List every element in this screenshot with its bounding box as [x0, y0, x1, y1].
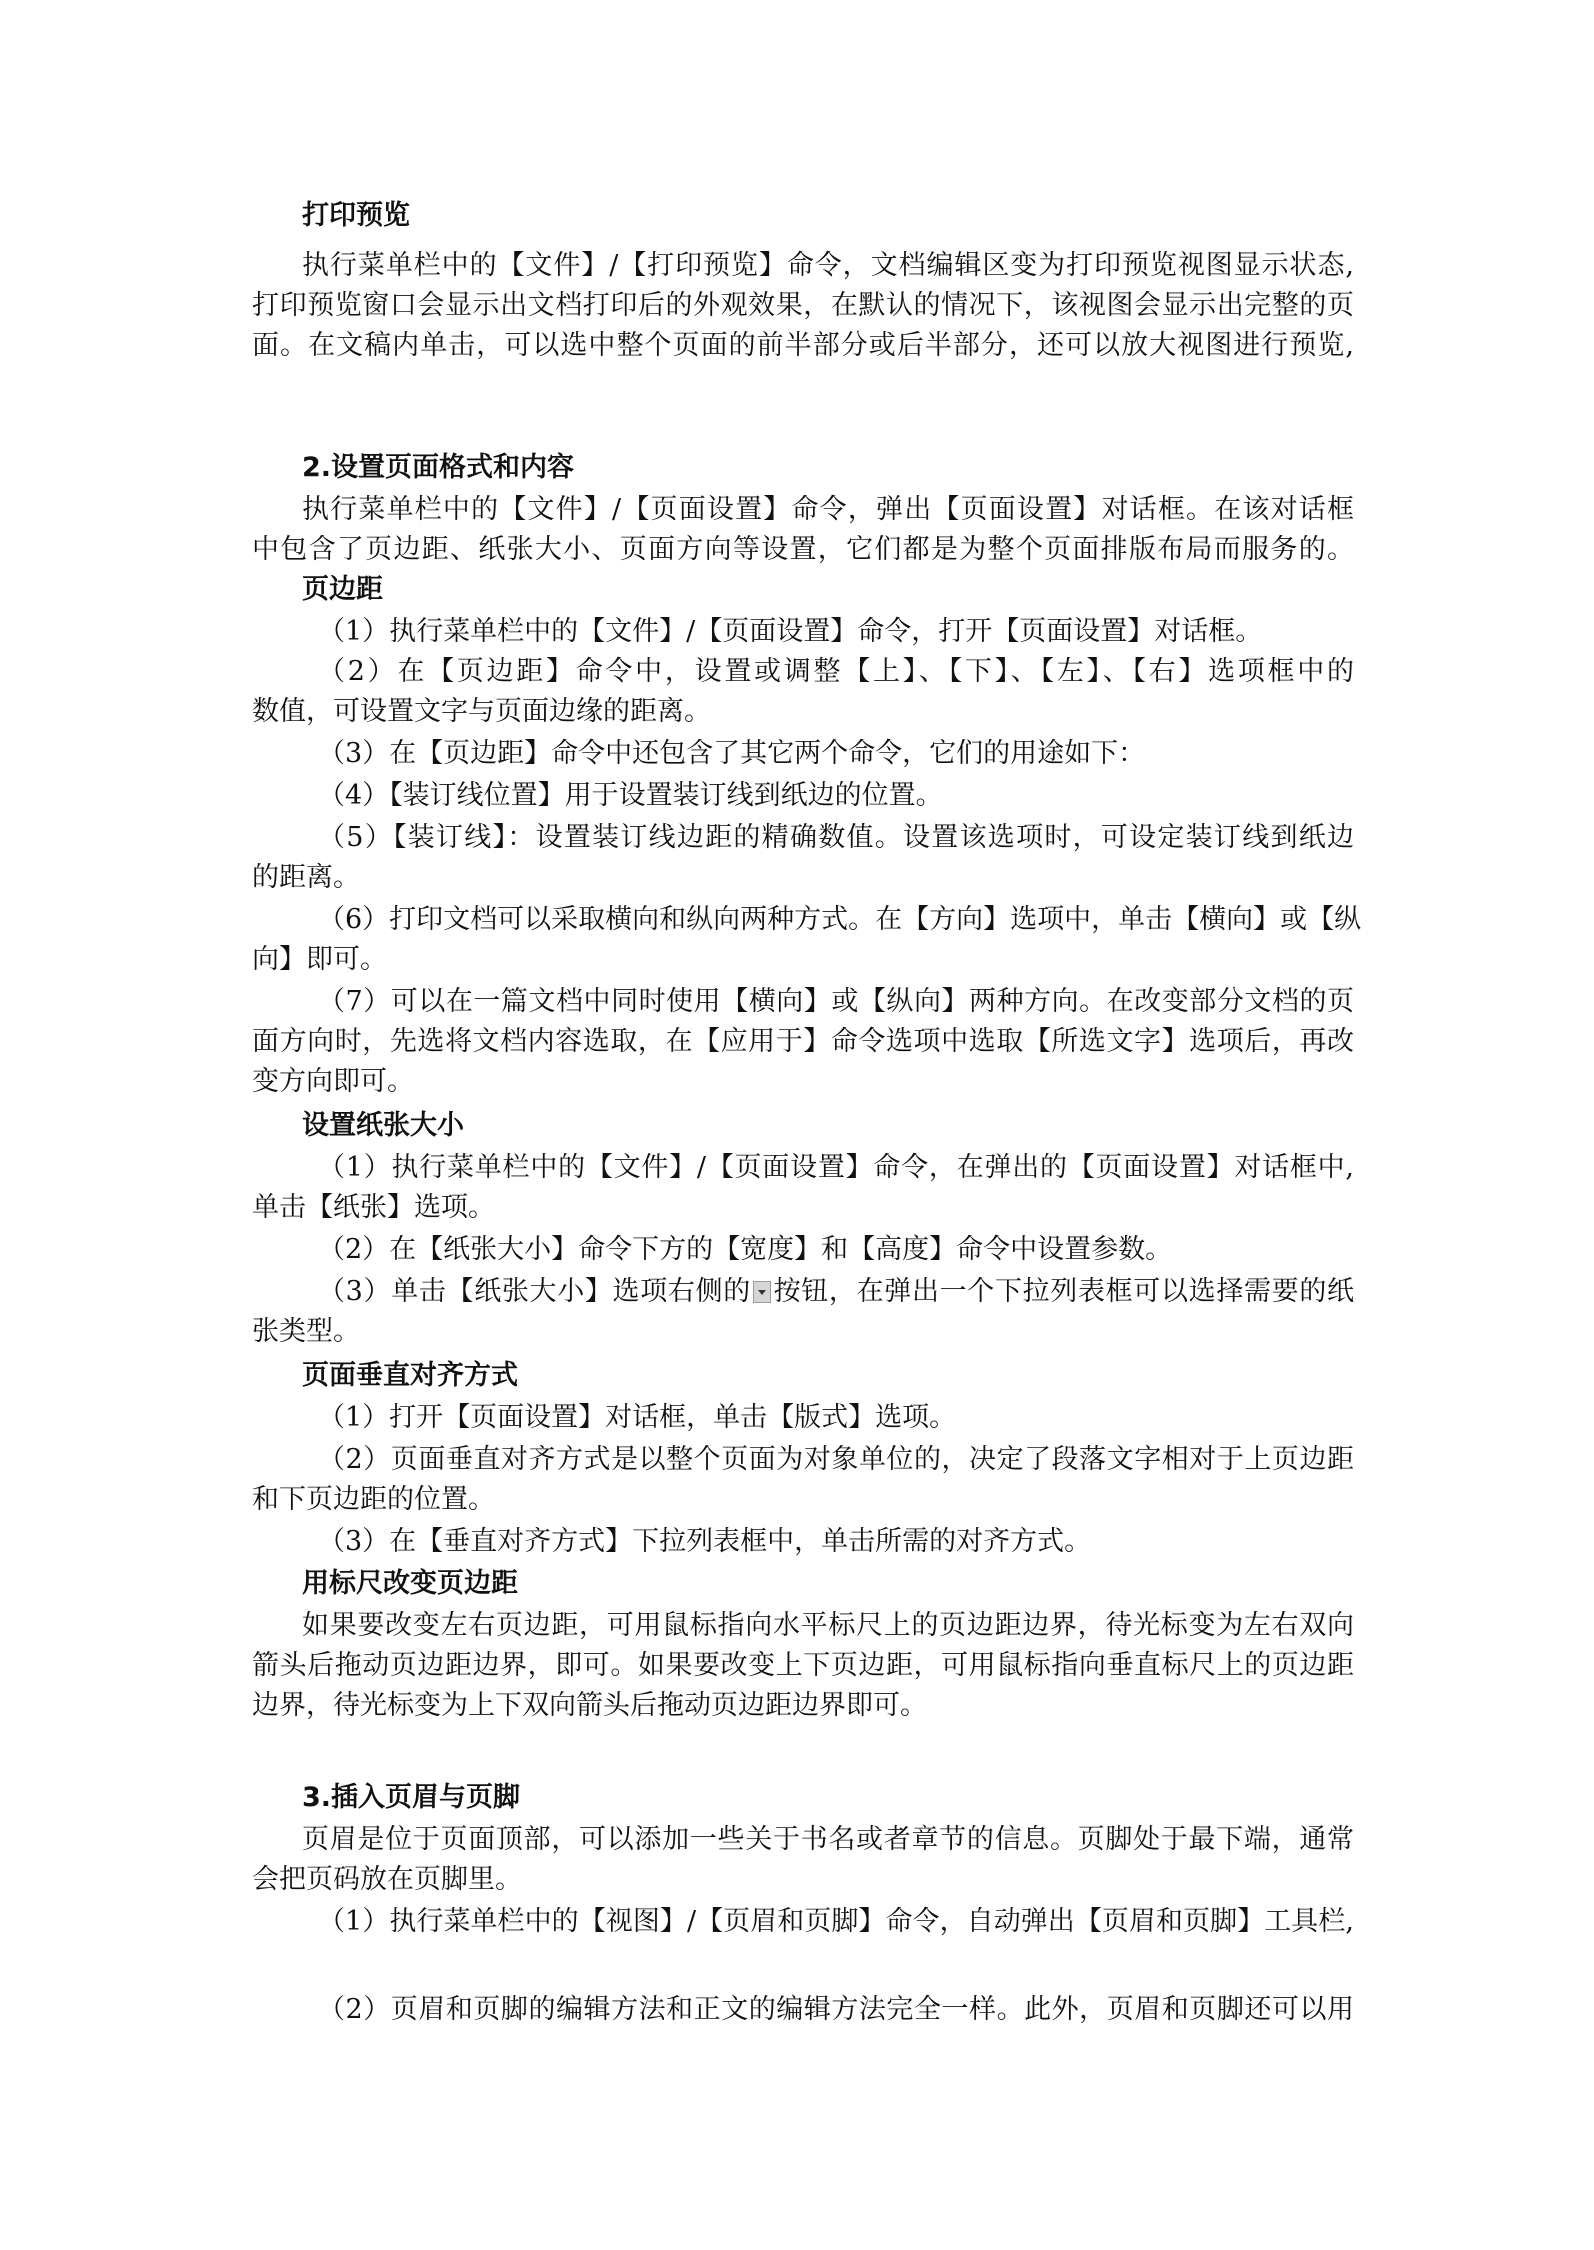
paragraph-line: 执行菜单栏中的【文件】/【打印预览】命令，文档编辑区变为打印预览视图显示状态, — [302, 250, 1354, 281]
list-item — [318, 1272, 1354, 1312]
paragraph-line: 边界，待光标变为上下双向箭头后拖动页边距边界即可。 — [252, 1690, 927, 1721]
subheading-margins: 页边距 — [302, 574, 383, 605]
paragraph-line: 箭头后拖动页边距边界，即可。如果要改变上下页边距，可用鼠标指向垂直标尺上的页边距 — [252, 1650, 1354, 1681]
section-heading-3: 3.插入页眉与页脚 — [302, 1782, 521, 1813]
list-item: （1）执行菜单栏中的【视图】/【页眉和页脚】命令，自动弹出【页眉和页脚】工具栏, — [318, 1906, 1354, 1937]
section-heading-2: 2.设置页面格式和内容 — [302, 452, 575, 483]
list-item: （6）打印文档可以采取横向和纵向两种方式。在【方向】选项中，单击【横向】或【纵 — [318, 904, 1362, 935]
paragraph-line: 页眉是位于页面顶部，可以添加一些关于书名或者章节的信息。页脚处于最下端，通常 — [302, 1824, 1354, 1855]
list-item: （2）页面垂直对齐方式是以整个页面为对象单位的，决定了段落文字相对于上页边距 — [318, 1444, 1354, 1475]
list-item: （1）执行菜单栏中的【文件】/【页面设置】命令，在弹出的【页面设置】对话框中, — [318, 1152, 1354, 1183]
list-item-continuation: 数值，可设置文字与页面边缘的距离。 — [252, 696, 711, 727]
paragraph-line: 如果要改变左右页边距，可用鼠标指向水平标尺上的页边距边界，待光标变为左右双向 — [302, 1610, 1354, 1641]
list-item-continuation: 面方向时，先选将文档内容选取，在【应用于】命令选项中选取【所选文字】选项后，再改 — [252, 1026, 1354, 1057]
paragraph-line: 面。在文稿内单击，可以选中整个页面的前半部分或后半部分，还可以放大视图进行预览, — [252, 330, 1354, 361]
subheading-vertical-align: 页面垂直对齐方式 — [302, 1360, 518, 1391]
list-item: （5）【装订线】：设置装订线边距的精确数值。设置该选项时，可设定装订线到纸边 — [318, 822, 1354, 853]
list-item-continuation: 变方向即可。 — [252, 1066, 414, 1097]
list-item-continuation: 的距离。 — [252, 862, 360, 893]
heading-print-preview: 打印预览 — [302, 200, 410, 231]
paragraph-line: 中包含了页边距、纸张大小、页面方向等设置，它们都是为整个页面排版布局而服务的。 — [252, 534, 1354, 565]
paragraph-line: 打印预览窗口会显示出文档打印后的外观效果，在默认的情况下，该视图会显示出完整的页 — [252, 290, 1354, 321]
list-item: （1）执行菜单栏中的【文件】/【页面设置】命令，打开【页面设置】对话框。 — [318, 616, 1263, 647]
list-item: （3）在【页边距】命令中还包含了其它两个命令，它们的用途如下： — [318, 738, 1146, 769]
list-item-continuation: 张类型。 — [252, 1316, 360, 1347]
paragraph-line: 执行菜单栏中的【文件】/【页面设置】命令，弹出【页面设置】对话框。在该对话框 — [302, 494, 1354, 525]
list-item-text: （3）单击【纸张大小】选项右侧的 — [318, 1276, 751, 1307]
list-item: （2）在【页边距】命令中，设置或调整【上】、【下】、【左】、【右】选项框中的 — [318, 656, 1354, 687]
list-item: （2）在【纸张大小】命令下方的【宽度】和【高度】命令中设置参数。 — [318, 1234, 1173, 1265]
list-item-text: 按钮，在弹出一个下拉列表框可以选择需要的纸 — [772, 1276, 1355, 1307]
list-item: （1）打开【页面设置】对话框，单击【版式】选项。 — [318, 1402, 957, 1433]
paragraph-line: 会把页码放在页脚里。 — [252, 1864, 522, 1895]
subheading-paper-size: 设置纸张大小 — [302, 1110, 464, 1141]
subheading-ruler: 用标尺改变页边距 — [302, 1568, 518, 1599]
list-item-continuation: 和下页边距的位置。 — [252, 1484, 495, 1515]
list-item: （7）可以在一篇文档中同时使用【横向】或【纵向】两种方向。在改变部分文档的页 — [318, 986, 1354, 1017]
list-item: （2）页眉和页脚的编辑方法和正文的编辑方法完全一样。此外，页眉和页脚还可以用 — [318, 1994, 1354, 2025]
list-item: （3）在【垂直对齐方式】下拉列表框中，单击所需的对齐方式。 — [318, 1526, 1092, 1557]
dropdown-arrow-icon — [753, 1281, 771, 1303]
list-item-continuation: 单击【纸张】选项。 — [252, 1192, 495, 1223]
list-item: （4）【装订线位置】用于设置装订线到纸边的位置。 — [318, 780, 943, 811]
list-item-continuation: 向】即可。 — [252, 944, 387, 975]
